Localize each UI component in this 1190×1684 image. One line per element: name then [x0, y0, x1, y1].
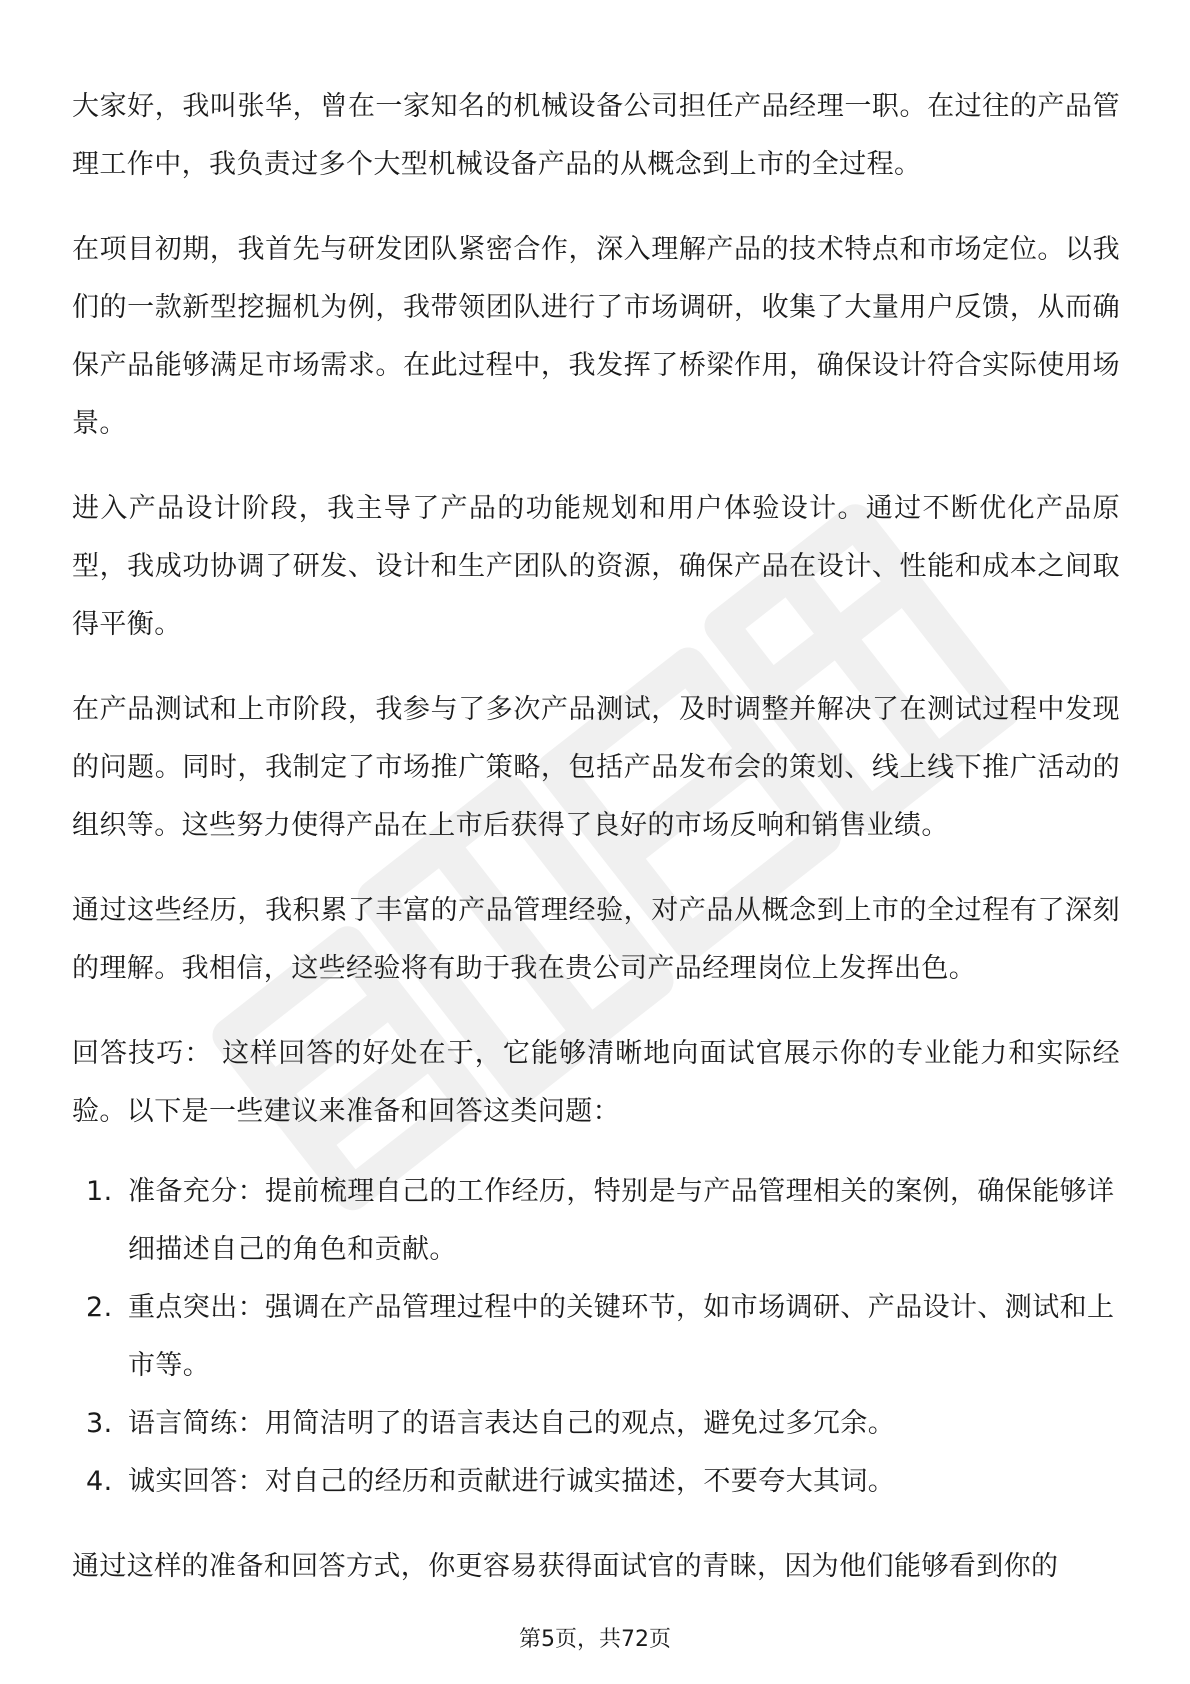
tips-list: [72, 1163, 1120, 1511]
paragraph-project-initial: 在项目初期，我首先与研发团队紧密合作，深入理解产品的技术特点和市场定位。以我们的一款新型挖掘机为例，我带领团队进行了市场调研，收集了大量用户反馈，从而确保产品能够满足市场需求。在此过程中，我发挥了桥梁作用，确保设计符合实际使用场景。: [72, 234, 1120, 439]
list-item: [72, 1163, 1120, 1279]
list-text: 诚实回答：对自己的经历和贡献进行诚实描述，不要夸大其词。: [128, 1466, 896, 1497]
paragraph-intro: 大家好，我叫张华，曾在一家知名的机械设备公司担任产品经理一职。在过往的产品管理工作中，我负责过多个大型机械设备产品的从概念到上市的全过程。: [72, 91, 1120, 180]
main-content: [72, 78, 1120, 1596]
page-footer: 第5页，共72页: [519, 1627, 671, 1652]
list-number: 3.: [86, 1408, 113, 1439]
paragraph-summary: 通过这些经历，我积累了丰富的产品管理经验，对产品从概念到上市的全过程有了深刻的理解。我相信，这些经验将有助于我在贵公司产品经理岗位上发挥出色。: [72, 895, 1120, 984]
list-number: 2.: [86, 1292, 113, 1323]
list-item: [72, 1395, 1120, 1453]
list-item: [72, 1453, 1120, 1511]
list-number: 1.: [86, 1176, 113, 1207]
paragraph-answer-tips: 回答技巧： 这样回答的好处在于，它能够清晰地向面试官展示你的专业能力和实际经验。以下是一些建议来准备和回答这类问题：: [72, 1038, 1120, 1127]
paragraph-design-phase: 进入产品设计阶段，我主导了产品的功能规划和用户体验设计。通过不断优化产品原型，我成功协调了研发、设计和生产团队的资源，确保产品在设计、性能和成本之间取得平衡。: [72, 493, 1120, 640]
paragraph-testing-launch: 在产品测试和上市阶段，我参与了多次产品测试，及时调整并解决了在测试过程中发现的问题。同时，我制定了市场推广策略，包括产品发布会的策划、线上线下推广活动的组织等。这些努力使得产品在上市后获得了良好的市场反响和销售业绩。: [72, 694, 1120, 841]
list-text: 语言简练：用简洁明了的语言表达自己的观点，避免过多冗余。: [128, 1408, 896, 1439]
paragraph-closing: 通过这样的准备和回答方式，你更容易获得面试官的青睐，因为他们能够看到你的: [72, 1551, 1059, 1582]
list-text: 准备充分：提前梳理自己的工作经历，特别是与产品管理相关的案例，确保能够详细描述自己的角色和贡献。: [128, 1176, 1115, 1265]
list-text: 重点突出：强调在产品管理过程中的关键环节，如市场调研、产品设计、测试和上市等。: [128, 1292, 1115, 1381]
list-number: 4.: [86, 1466, 113, 1497]
list-item: [72, 1279, 1120, 1395]
